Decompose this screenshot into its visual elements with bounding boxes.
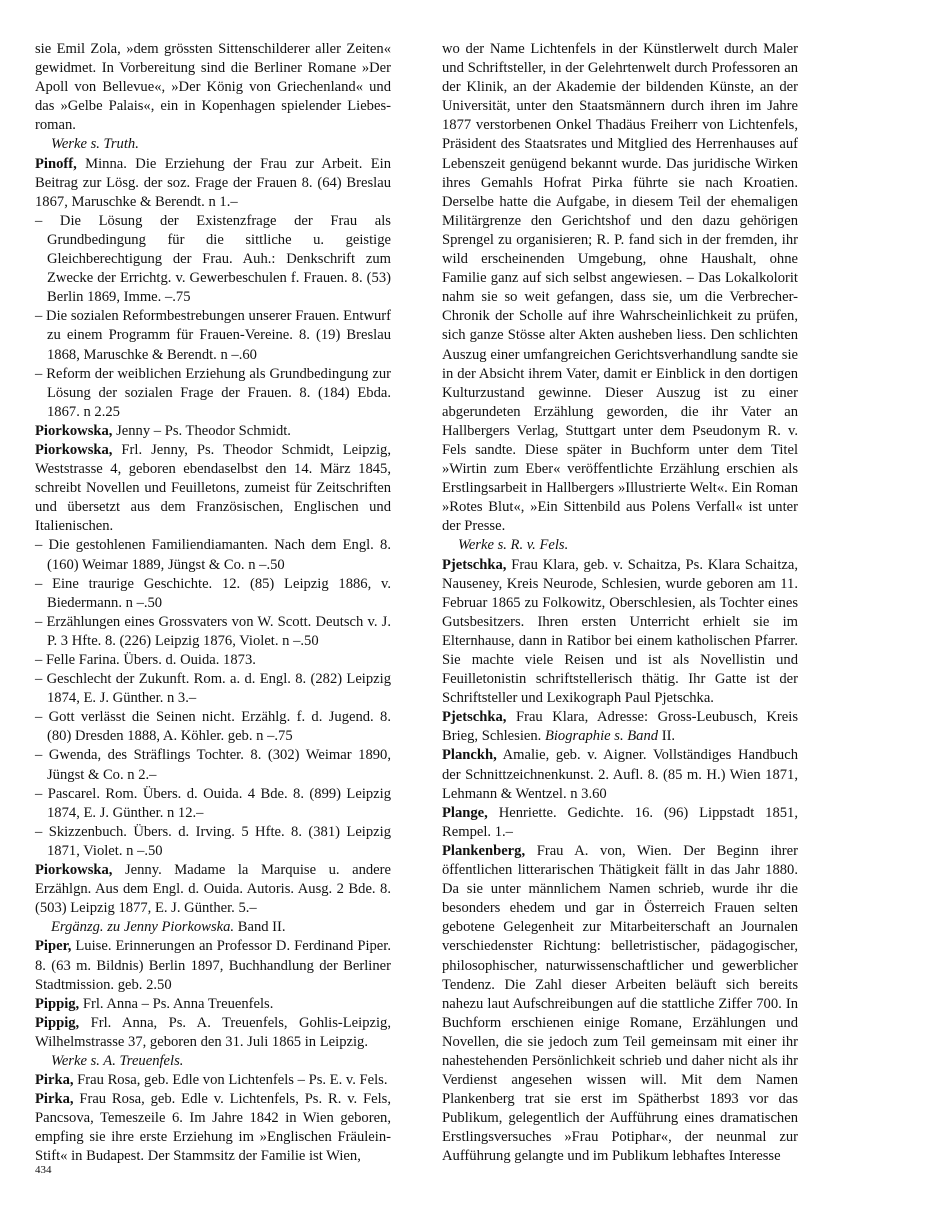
entry-body: Frau A. von, Wien. Der Beginn ihrer öffentlichen litterarischen Thätigkeit fällt in das Jahr 1880. Da sie unter männlichem Namen schrieb, wurde ihr die besonders ehedem und gar in Österreich Frauen selten gebotene Gelegenheit zur Mitarbeiterschaft an Journalen verschiedenster Richtung: belletristischer, pädagogischer, philosophischer, naturwissenschaftlicher und gewerblicher Tendenz. Die Zahl dieser Arbeiten beläuft sich bereits nahezu laut Aufschreibungen auf die stattliche Ziffer 700. In Buchform erschienen einige Romane, Erzählungen und Novellen, die sie jedoch zum Teil gemeinsam mit einer ihr nahestehenden Persönlichkeit schrieb und daher nicht als ihr Verdienst angesehen wissen will. Mit dem Namen Plankenberg trat sie erst im Spätherbst 1893 vor das Publikum, gelegentlich der Aufführung eines dramatischen Erstlingsversuches »Frau Potiphar«, der neunmal zur Aufführung gelangte und im Publikum lebhaftes Interesse xyxy=(442,842,798,1165)
work-item: – Felle Farina. Übers. d. Ouida. 1873. xyxy=(35,652,256,668)
reference-italic: Ergänzg. zu Jenny Piorkowska. xyxy=(51,919,235,936)
entry-head: Piper, xyxy=(35,938,72,955)
entry-body: Frau Klara, Adresse: Gross-Leubusch, Kreis Brieg, Schlesien. xyxy=(442,709,798,745)
entry-pippig-ps xyxy=(35,995,391,1014)
work-item: – Erzählungen eines Grossvaters von W. Scott. Deutsch v. J. P. 3 Hfte. 8. (226) Leipzig 1876, Violet. n –.50 xyxy=(35,613,391,649)
entry-body: Jenny. Madame la Marquise u. andere Erzählgn. Aus dem Engl. d. Ouida. Autoris. Ausg. 2 Bde. 8. (503) Leipzig 1877, E. J. Günther. 5.– xyxy=(35,862,391,917)
entry-plange xyxy=(442,804,798,842)
entry-head: Plankenberg, xyxy=(442,842,526,859)
entry-body: Frau Klara, geb. v. Schaitza, Ps. Klara Schaitza, Nauseney, Kreis Neurode, Schlesien, wurde geboren am 11. Februar 1865 zu Folkowitz, Oberschlesien, als Tochter eines Gutsbesitzers. Ihren ersten Unterricht erhielt sie im Elternhause, dann in Ratibor bei einem katholischen Pfarrer. Sie machte viele Reisen und ist als Novellistin und Feuilletonistin schriftstellerisch thätig. Ihr Gatte ist der Schriftsteller und Lexikograph Paul Pjetschka. xyxy=(442,556,798,707)
entry-head: Pirka, xyxy=(35,1091,74,1108)
entry-head: Pjetschka, xyxy=(442,709,507,726)
entry-body: Minna. Die Erziehung der Frau zur Arbeit. Ein Beitrag zur Lösg. der soz. Frage der Frauen 8. (64) Breslau 1867, Maruschke & Berendt. n 1.– xyxy=(35,155,391,210)
entry-plankenberg xyxy=(442,842,798,1167)
entry-pirka-bio xyxy=(35,1090,391,1166)
right-column xyxy=(442,40,798,1167)
work-item: – Die gestohlenen Familiendiamanten. Nach dem Engl. 8. (160) Weimar 1889, Jüngst & Co. n –.50 xyxy=(35,537,391,573)
entry-body: Henriette. Gedichte. 16. (96) Lippstadt 1851, Rempel. 1.– xyxy=(442,804,798,840)
work-item: – Die Lösung der Existenzfrage der Frau als Grundbedingung für die sittliche u. geistige Gleichberechtigung der Frau. Auh.: Denkschrift zum Zwecke der Errichtg. v. Gewerbeschulen f. Frauen. 8. (53) Berlin 1869, Imme. –.75 xyxy=(35,212,391,306)
entry-head: Piorkowska, xyxy=(35,422,113,439)
entry-planckh xyxy=(442,746,798,803)
entry-head: Pippig, xyxy=(35,1014,80,1031)
entry-pinoff xyxy=(35,155,391,212)
entry-body: Frl. Anna – Ps. Anna Treuenfels. xyxy=(79,995,274,1012)
entry-head: Pirka, xyxy=(35,1072,74,1089)
entry-pjetschka-bio xyxy=(442,556,798,709)
entry-body: Frl. Anna, Ps. A. Treuenfels, Gohlis-Leipzig, Wilhelmstrasse 37, geboren den 31. Juli 1865 in Leipzig. xyxy=(35,1014,391,1050)
entry-head: Pinoff, xyxy=(35,155,77,172)
werke-reference: Werke s. R. v. Fels. xyxy=(458,537,569,554)
reference-tail: II. xyxy=(658,728,676,745)
entry-piper xyxy=(35,937,391,994)
entry-body: Frau Rosa, geb. Edle von Lichtenfels – Ps. E. v. Fels. xyxy=(73,1072,388,1089)
work-item: – Gwenda, des Sträflings Tochter. 8. (302) Weimar 1890, Jüngst & Co. n 2.– xyxy=(35,747,391,783)
entry-head: Planckh, xyxy=(442,747,497,764)
entry-pippig-bio xyxy=(35,1014,391,1052)
entry-body: Frau Rosa, geb. Edle v. Lichtenfels, Ps. R. v. Fels, Pancsova, Temeszeile 6. Im Jahre 1842 in Wien geboren, empfing sie ihre erste Erziehung im »Englischen Fräulein-Stift« in Budapest. Der Stammsitz der Familie ist Wien, xyxy=(35,1091,391,1165)
entry-head: Piorkowska, xyxy=(35,441,113,458)
work-item: – Gott verlässt die Seinen nicht. Erzählg. f. d. Jugend. 8. (80) Dresden 1888, A. Köhler. geb. n –.75 xyxy=(35,709,391,745)
paragraph-continuation: sie Emil Zola, »dem grössten Sittenschilderer aller Zeiten« gewidmet. In Vorbereitung sind die Berliner Romane »Der Apoll von Bellevue«, »Der König von Griechenland« und das »Gelbe Palais«, ein in Kopenhagen spielender Liebes-roman. xyxy=(35,41,391,134)
entry-head: Plange, xyxy=(442,804,488,821)
entry-body: Amalie, geb. v. Aigner. Vollständiges Handbuch der Schnittzeichnenkunst. 2. Aufl. 8. (85 m. H.) Wien 1871, Lehmann & Wentzel. n 3.60 xyxy=(442,747,798,802)
werke-reference: Werke s. A. Treuenfels. xyxy=(51,1052,184,1069)
reference-italic: Biographie s. Band xyxy=(544,728,659,745)
work-item: – Die sozialen Reformbestrebungen unserer Frauen. Entwurf zu einem Programm für Frauen-Vereine. 8. (19) Breslau 1868, Maruschke & Berendt. n –.60 xyxy=(35,308,391,363)
work-item: – Geschlecht der Zukunft. Rom. a. d. Engl. 8. (282) Leipzig 1874, E. J. Günther. n 3.– xyxy=(35,671,391,707)
reference-tail: Band II. xyxy=(234,919,286,936)
entry-pirka-ps xyxy=(35,1071,391,1090)
entry-body: Luise. Erinnerungen an Professor D. Ferdinand Piper. 8. (63 m. Bildnis) Berlin 1897, Buchhandlung der Berliner Stadtmission. geb. 2.50 xyxy=(35,938,391,993)
entry-body: Frl. Jenny, Ps. Theodor Schmidt, Leipzig, Weststrasse 4, geboren ebendaselbst den 14. März 1845, schreibt Novellen und Feuilletons, zumeist für Zeitschriften und übersetzt aus dem Französischen, Englischen und Italienischen. xyxy=(35,441,391,535)
work-item: – Eine traurige Geschichte. 12. (85) Leipzig 1886, v. Biedermann. n –.50 xyxy=(35,575,391,611)
werke-reference: Werke s. Truth. xyxy=(51,136,139,153)
entry-body: Jenny – Ps. Theodor Schmidt. xyxy=(112,422,291,439)
entry-head: Pippig, xyxy=(35,995,80,1012)
supplement-reference xyxy=(35,918,391,937)
paragraph-continuation: wo der Name Lichtenfels in der Künstlerwelt durch Maler und Schriftsteller, in der Gelehrtenwelt durch Professoren an der Klinik, an der Akademie der bildenden Künste, an der Universität, unter den Staatsmännern durch ihren im Jahre 1877 verstorbenen Onkel Thadäus Freiherr von Lichtenfels, Präsident des Staatsrates und Mitglied des Herrenhauses auf Lebenszeit genügend bekannt wurde. Das juridische Wirken ihres Gemahls Hofrat Pirka führte sie nach Kroatien. Derselbe hatte die Aufgabe, in diesem Teil der ehemaligen Militärgrenze den Gerichtshof und den dazu gehörigen Sprengel zu organisieren; R. P. fand sich in der fremden, ihr wild erscheinenden Umgebung, ohne Haushalt, ohne Familie ganz auf sich selbst angewiesen. – Das Lokalkolorit nahm sie so weit gefangen, dass sie, um die Verbrecher-Chronik der Scholle auf ihre Wahrscheinlichkeit zu prüfen, sich ganze Stösse alter Akten ausheben liess. Den schlichten Auszug einer umfangreichen Gerichtsverhandlung sandte sie in der Absicht ihrem Vater, damit er Einblick in den dortigen Kulturzustand gewinne. Dieser Auszug ist zu einer abgerundeten Erzählung geworden, die ihr Vater an Hallbergers Verlag, Stuttgart unter dem Pseudonym R. v. Fels sandte. Diese später in Buchform unter dem Titel »Wirtin zum Eber« veröffentlichte Erzählung erschien als Erstlingsarbeit in Hallbergers »Illustrierte Welt«. Ein Roman »Rotes Blut«, »Ein Sittenbild aus Polens Verfall« ist unter der Presse. xyxy=(442,41,798,535)
entry-head: Pjetschka, xyxy=(442,556,507,573)
work-item: – Reform der weiblichen Erziehung als Grundbedingung zur Lösung der sozialen Frage der Frauen. 8. (184) Ebda. 1867. n 2.25 xyxy=(35,365,391,420)
page-number: 434 xyxy=(35,1164,52,1176)
entry-piorkowska-ps xyxy=(35,422,391,441)
entry-piorkowska-marquise xyxy=(35,861,391,918)
entry-piorkowska-bio xyxy=(35,441,391,536)
work-item: – Skizzenbuch. Übers. d. Irving. 5 Hfte. 8. (381) Leipzig 1871, Violet. n –.50 xyxy=(35,823,391,859)
entry-head: Piorkowska, xyxy=(35,862,113,879)
work-item: – Pascarel. Rom. Übers. d. Ouida. 4 Bde. 8. (899) Leipzig 1874, E. J. Günther. n 12.– xyxy=(35,785,391,821)
left-column xyxy=(35,40,391,1167)
entry-pjetschka-address xyxy=(442,708,798,746)
